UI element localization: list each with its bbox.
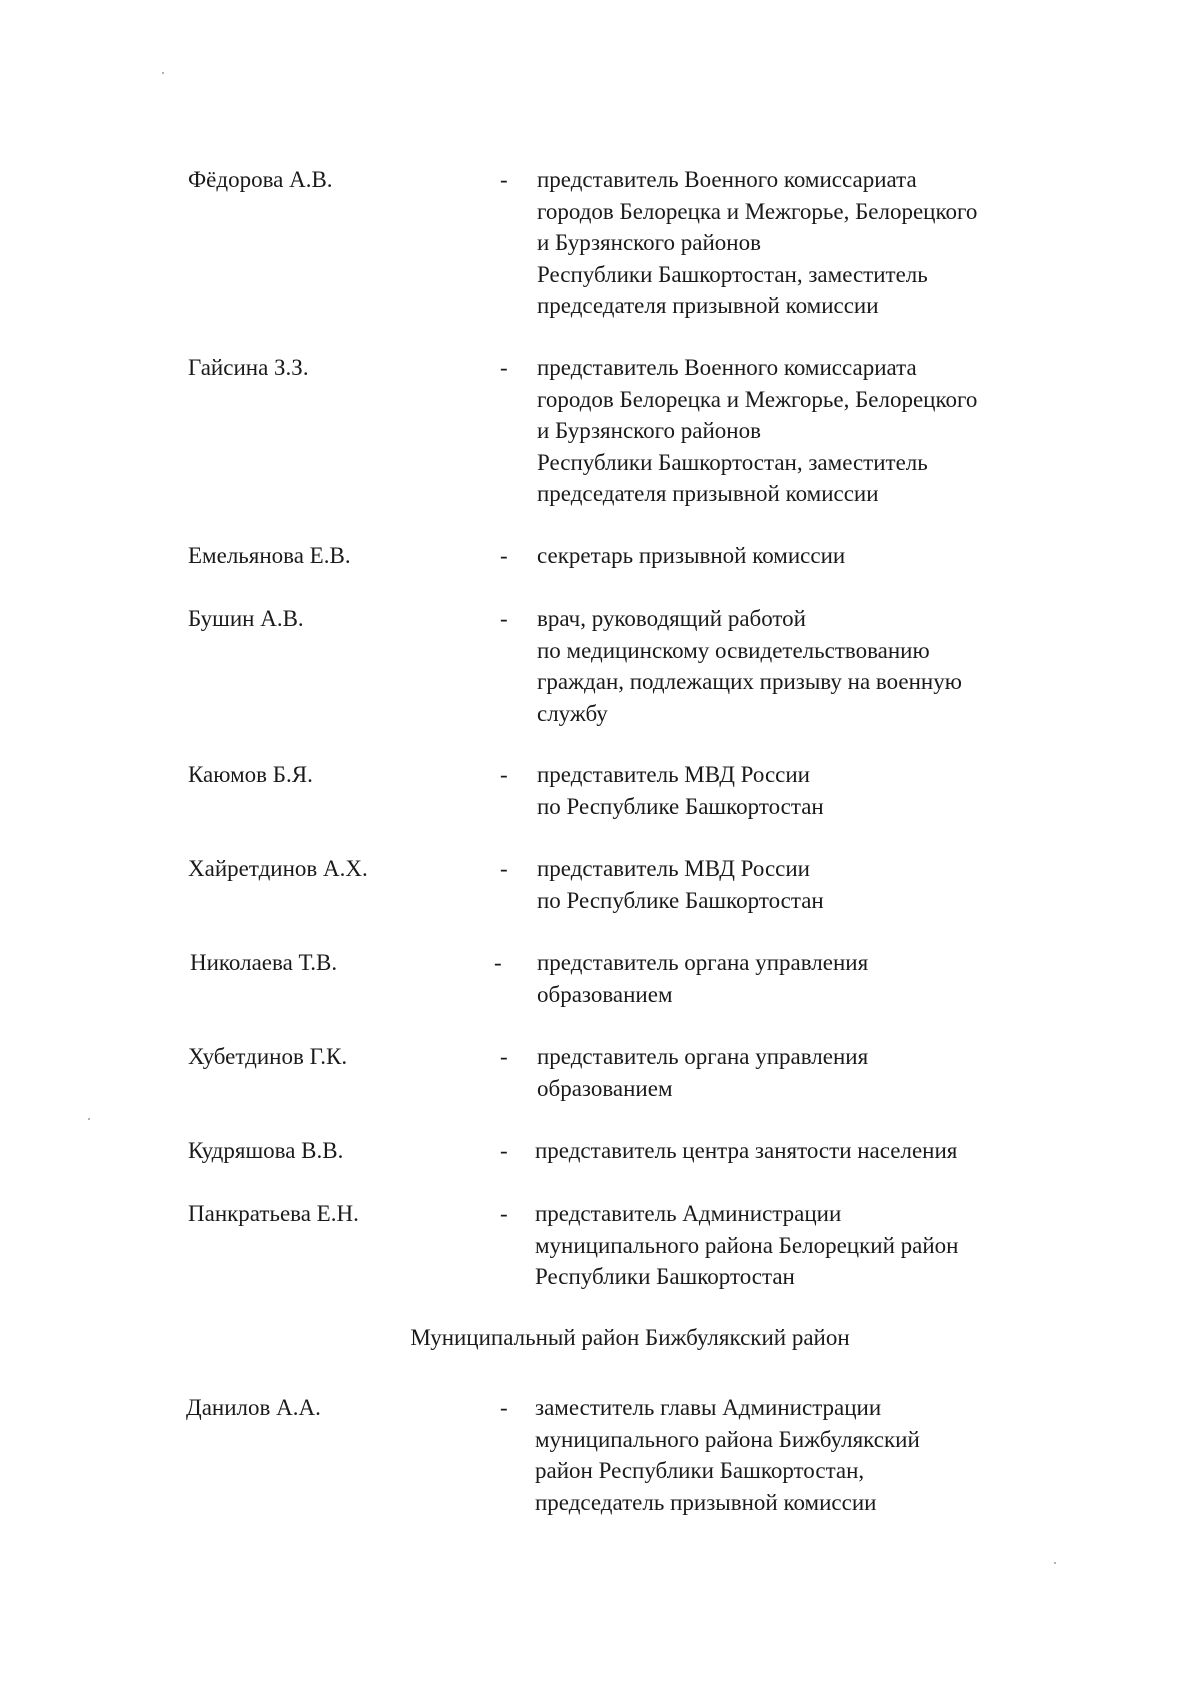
role-line: Республики Башкортостан, заместитель <box>537 261 928 287</box>
role-line: врач, руководящий работой <box>537 606 806 631</box>
member-name: Данилов А.А. <box>186 1395 321 1420</box>
member-name: Хубетдинов Г.К. <box>188 1044 348 1069</box>
member-dash: - <box>494 950 502 975</box>
role-line: представитель МВД России <box>537 762 810 787</box>
member-role <box>537 947 1097 1010</box>
member-role <box>537 352 1097 510</box>
role-line: и Бурзянского районов <box>537 230 761 255</box>
member-role <box>535 1198 1095 1293</box>
member-dash: - <box>500 1395 508 1420</box>
role-line: секретарь призывной комиссии <box>537 543 846 568</box>
member-name: Бушин А.В. <box>188 606 304 631</box>
member-name: Кудряшова В.В. <box>188 1138 344 1163</box>
role-line: Республики Башкортостан, заместитель <box>537 449 928 475</box>
member-name: Николаева Т.В. <box>190 950 338 975</box>
member-role <box>537 164 1097 322</box>
role-line: городов Белорецка и Межгорье, Белорецкого <box>537 198 978 224</box>
role-line: представитель Администрации <box>535 1201 842 1226</box>
role-line: службу <box>537 700 608 726</box>
member-name: Емельянова Е.В. <box>188 543 351 568</box>
member-role <box>537 853 1097 916</box>
role-line: представитель центра занятости населения <box>535 1138 958 1163</box>
scan-speck <box>162 72 164 74</box>
member-dash: - <box>500 606 508 631</box>
role-line: по Республике Башкортостан <box>537 793 824 819</box>
role-line: по Республике Башкортостан <box>537 887 824 913</box>
scan-speck <box>1054 1562 1056 1564</box>
role-line: председатель призывной комиссии <box>535 1489 877 1515</box>
member-role <box>537 540 1097 572</box>
section-heading: Муниципальный район Бижбулякский район <box>410 1325 850 1350</box>
role-line: граждан, подлежащих призыву на военную <box>537 669 962 694</box>
member-role <box>535 1392 1095 1518</box>
role-line: председателя призывной комиссии <box>537 481 879 506</box>
member-dash: - <box>500 1201 508 1226</box>
member-name: Гайсина З.З. <box>188 355 309 380</box>
member-name: Панкратьева Е.Н. <box>188 1201 359 1226</box>
role-line: заместитель главы Администрации <box>535 1395 882 1420</box>
member-dash: - <box>500 1044 508 1069</box>
member-name: Фёдорова А.В. <box>188 167 333 192</box>
member-dash: - <box>500 355 508 380</box>
role-line: и Бурзянского районов <box>537 418 761 443</box>
role-line: председателя призывной комиссии <box>537 293 879 318</box>
role-line: представитель органа управления <box>537 950 869 975</box>
role-line: район Республики Башкортостан, <box>535 1458 865 1483</box>
member-name: Хайретдинов А.Х. <box>188 856 368 881</box>
member-dash: - <box>500 543 508 568</box>
member-dash: - <box>500 1138 508 1163</box>
member-dash: - <box>500 167 508 192</box>
role-line: представитель Военного комиссариата <box>537 355 917 380</box>
member-role <box>537 759 1097 822</box>
role-line: образованием <box>537 981 673 1007</box>
role-line: городов Белорецка и Межгорье, Белорецкого <box>537 386 978 412</box>
member-name: Каюмов Б.Я. <box>188 762 313 787</box>
role-line: представитель органа управления <box>537 1044 869 1069</box>
role-line: представитель МВД России <box>537 856 810 881</box>
role-line: муниципального района Белорецкий район <box>535 1232 959 1258</box>
member-role <box>537 603 1097 729</box>
role-line: образованием <box>537 1075 673 1101</box>
scan-speck <box>88 1118 90 1120</box>
member-dash: - <box>500 856 508 881</box>
role-line: по медицинскому освидетельствованию <box>537 637 930 663</box>
member-role <box>535 1135 1095 1167</box>
role-line: представитель Военного комиссариата <box>537 167 917 192</box>
member-role <box>537 1041 1097 1104</box>
role-line: Республики Башкортостан <box>535 1264 795 1289</box>
member-dash: - <box>500 762 508 787</box>
role-line: муниципального района Бижбулякский <box>535 1426 920 1452</box>
